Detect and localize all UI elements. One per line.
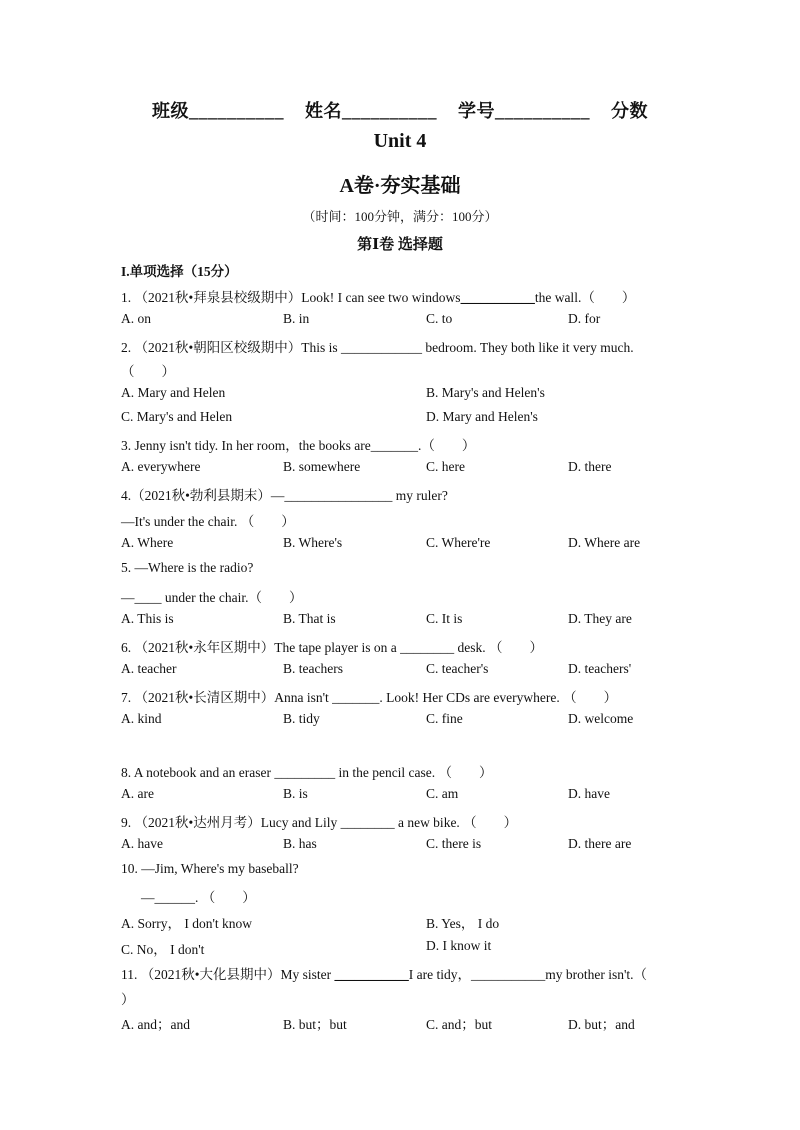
q3-option-a[interactable]: A. everywhere [121, 459, 201, 474]
question-10-stem: 10. —Jim, Where's my baseball? [121, 861, 299, 876]
q10-option-a[interactable]: A. Sorry， I don't know [121, 916, 253, 931]
q2-option-c[interactable]: C. Mary's and Helen [121, 409, 233, 424]
q9-option-a[interactable]: A. have [121, 836, 163, 851]
q3-option-c[interactable]: C. here [426, 459, 465, 474]
score-label: 分数 [611, 101, 648, 121]
question-9-stem: 9. （2021秋•达州月考）Lucy and Lily ________ a new bike. （ ） [121, 815, 518, 830]
volume-title: 第Ⅰ卷 选择题 [357, 237, 443, 253]
q1-option-b[interactable]: B. in [283, 311, 310, 326]
unit-title: Unit 4 [373, 130, 427, 152]
q1-option-d[interactable]: D. for [568, 311, 601, 326]
name-label: 姓名__________ [305, 101, 437, 121]
q11-option-c[interactable]: C. and；but [426, 1017, 492, 1032]
answer-blank[interactable]: ___________ [460, 290, 535, 305]
q4-option-c[interactable]: C. Where're [426, 535, 491, 550]
q8-option-a[interactable]: A. are [121, 786, 154, 801]
q6-option-a[interactable]: A. teacher [121, 661, 177, 676]
q11-option-b[interactable]: B. but；but [283, 1017, 347, 1032]
q11-option-a[interactable]: A. and；and [121, 1017, 190, 1032]
question-8-stem: 8. A notebook and an eraser _________ in the pencil case. （ ） [121, 765, 493, 780]
answer-blank[interactable]: ___________ [334, 967, 409, 982]
q11-option-d[interactable]: D. but；and [568, 1017, 635, 1032]
q7-option-a[interactable]: A. kind [121, 711, 162, 726]
question-7-stem: 7. （2021秋•长清区期中）Anna isn't _______. Look! Her CDs are everywhere. （ ） [121, 690, 618, 705]
q8-option-d[interactable]: D. have [568, 786, 610, 801]
student-id-label: 学号__________ [458, 101, 590, 121]
question-2-stem: 2. （2021秋•朝阳区校级期中）This is ____________ bedroom. They both like it very much. [121, 340, 634, 355]
q3-option-b[interactable]: B. somewhere [283, 459, 361, 474]
q4-option-d[interactable]: D. Where are [568, 535, 641, 550]
question-10-answer-line: —______. （ ） [141, 890, 256, 905]
q8-option-b[interactable]: B. is [283, 786, 308, 801]
question-11-stem: 11. （2021秋•大化县期中）My sister ___________I are tidy，___________my brother isn't.（ [121, 967, 648, 982]
q6-option-b[interactable]: B. teachers [283, 661, 343, 676]
question-5-answer-line: —____ under the chair.（ ） [121, 590, 303, 605]
q5-option-d[interactable]: D. They are [568, 611, 632, 626]
q5-option-a[interactable]: A. This is [121, 611, 174, 626]
q10-option-d[interactable]: D. I know it [426, 938, 492, 953]
class-label: 班级__________ [152, 101, 284, 121]
question-4-answer-line: —It's under the chair. （ ） [121, 514, 295, 529]
student-info-line [0, 97, 800, 123]
paper-sub-title: A卷·夯实基础 [339, 175, 461, 197]
q5-option-c[interactable]: C. It is [426, 611, 463, 626]
q10-option-c[interactable]: C. No， I don't [121, 942, 205, 957]
question-5-stem: 5. —Where is the radio? [121, 560, 254, 575]
q7-option-c[interactable]: C. fine [426, 711, 463, 726]
q3-option-d[interactable]: D. there [568, 459, 612, 474]
question-2-paren: （ ） [121, 364, 175, 379]
question-1-stem: 1. （2021秋•拜泉县校级期中）Look! I can see two windows___________the wall.（ ） [121, 290, 636, 305]
q4-option-b[interactable]: B. Where's [283, 535, 343, 550]
q8-option-c[interactable]: C. am [426, 786, 459, 801]
q2-option-d[interactable]: D. Mary and Helen's [426, 409, 538, 424]
q1-option-c[interactable]: C. to [426, 311, 453, 326]
q9-option-c[interactable]: C. there is [426, 836, 482, 851]
time-note: （时间：100分钟，满分：100分） [302, 209, 498, 224]
q4-option-a[interactable]: A. Where [121, 535, 174, 550]
q7-option-d[interactable]: D. welcome [568, 711, 634, 726]
q2-option-a[interactable]: A. Mary and Helen [121, 385, 226, 400]
q2-option-b[interactable]: B. Mary's and Helen's [426, 385, 545, 400]
q9-option-b[interactable]: B. has [283, 836, 317, 851]
q6-option-c[interactable]: C. teacher's [426, 661, 489, 676]
question-4-stem: 4.（2021秋•勃利县期末）—________________ my ruler? [121, 488, 448, 503]
q10-option-b[interactable]: B. Yes， I do [426, 916, 500, 931]
section-title: I.单项选择（15分） [121, 264, 238, 279]
q1-option-a[interactable]: A. on [121, 311, 151, 326]
q7-option-b[interactable]: B. tidy [283, 711, 320, 726]
q6-option-d[interactable]: D. teachers' [568, 661, 632, 676]
q9-option-d[interactable]: D. there are [568, 836, 632, 851]
question-11-paren-close: ） [121, 992, 135, 1007]
question-3-stem: 3. Jenny isn't tidy. In her room，the books are_______.（ ） [121, 438, 476, 453]
q5-option-b[interactable]: B. That is [283, 611, 336, 626]
question-6-stem: 6. （2021秋•永年区期中）The tape player is on a ________ desk. （ ） [121, 640, 544, 655]
